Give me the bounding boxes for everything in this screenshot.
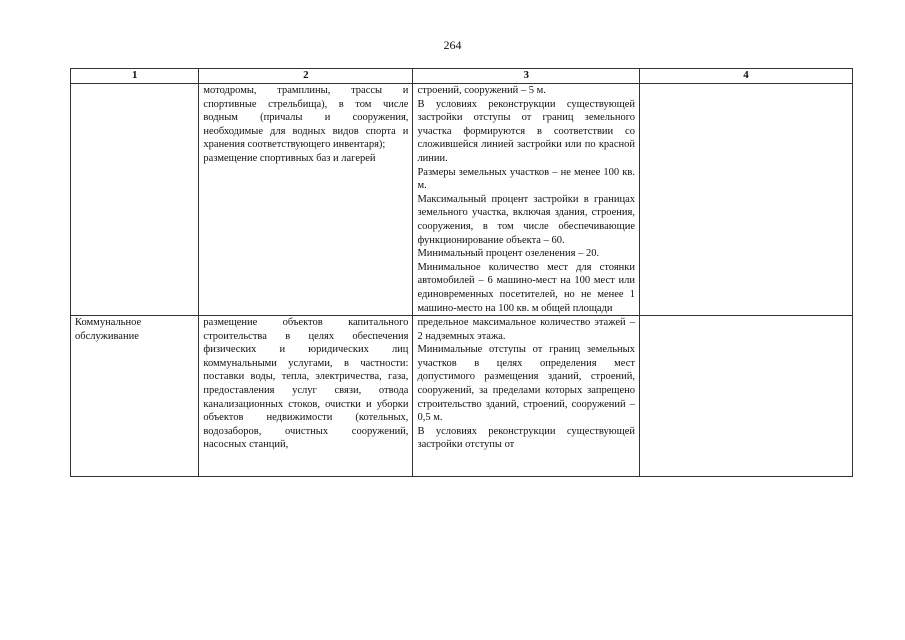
cell-paragraph: Минимальное количество мест для стоянки автомобилей – 6 машино-мест на 100 мест или единовременных посетителей, но не менее 1 машино-место на 100 кв. м общей площади [417,261,635,314]
column-header: 3 [413,69,640,84]
cell-paragraph: Размеры земельных участков – не менее 100 кв. м. [417,166,635,192]
page-number: 264 [443,38,462,52]
cell-use-type [71,316,199,477]
cell-paragraph: В условиях реконструкции существующей застройки отступы от границ земельного участка формируются в соответствии со сложившейся линией застройки или по красной линии. [417,98,635,164]
cell-notes [639,84,852,316]
cell-paragraph: В условиях реконструкции существующей застройки отступы от [417,425,635,451]
cell-paragraph: мотодромы, трамплины, трассы и спортивные стрельбища), в том числе водным (причалы и сооружения, необходимые для водных видов спорта и хранения соответствующего инвентаря); [203,85,409,151]
cell-description [199,84,413,316]
table-row [71,84,853,316]
cell-paragraph: строений, сооружений – 5 м. [417,85,546,96]
table-header-row [71,69,853,84]
column-header: 2 [199,69,413,84]
table-row [71,316,853,477]
cell-paragraph: Максимальный процент застройки в границах земельного участка, включая здания, строения, сооружения, в том числе обеспечивающие функционирование объекта – 60. [417,193,635,246]
column-header: 1 [71,69,199,84]
cell-paragraph: Коммунальное обслуживание [75,317,142,342]
cell-paragraph: Минимальный процент озеленения – 20. [417,248,600,260]
column-header: 4 [639,69,852,84]
cell-paragraph: размещение спортивных баз и лагерей [203,152,376,164]
cell-use-type [71,84,199,316]
cell-paragraph: предельное максимальное количество этажей – 2 надземных этажа. [417,317,635,342]
cell-description [199,316,413,477]
document-table [70,68,853,477]
cell-paragraph: Минимальные отступы от границ земельных участков в целях определения мест допустимого размещения зданий, строений, сооружений, за пределами которых запрещено строительство зданий, строений, сооружений – 0,5 м. [417,344,635,424]
cell-paragraph: размещение объектов капитального строительства в целях обеспечения физических и юридических лиц коммунальными услугами, в частности: поставки воды, тепла, электричества, газа, предоставления услуг связи, отвода канализационных стоков, очистки и уборки объектов недвижимости (котельных, водозаборов, очистных сооружений, насосных станций, [203,317,409,451]
cell-notes [639,316,852,477]
cell-parameters [413,316,640,477]
cell-parameters [413,84,640,316]
